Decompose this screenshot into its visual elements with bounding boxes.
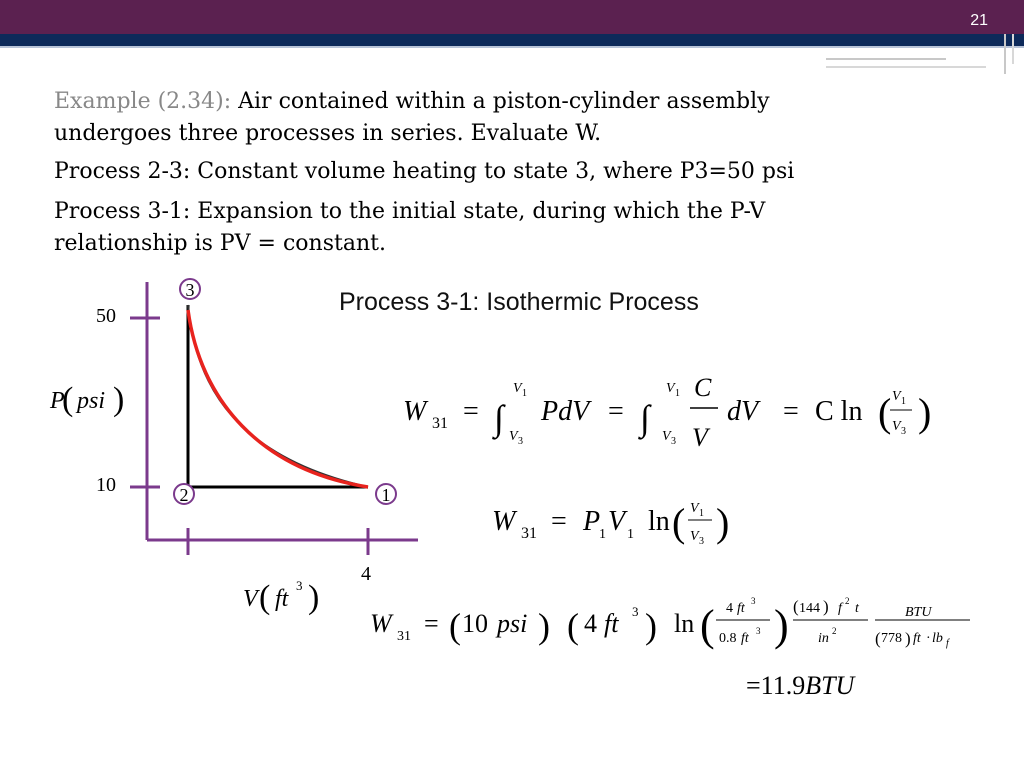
svg-text:10: 10 — [462, 609, 488, 638]
svg-text:3: 3 — [671, 436, 676, 447]
svg-text:3: 3 — [751, 596, 756, 606]
svg-text:4: 4 — [584, 609, 597, 638]
svg-text:=: = — [608, 396, 624, 427]
svg-text:f: f — [946, 638, 949, 649]
svg-text:(: ( — [793, 597, 799, 616]
svg-text:1: 1 — [901, 396, 906, 407]
svg-text:V: V — [666, 381, 675, 396]
svg-text:778: 778 — [881, 631, 902, 646]
slide-number: 21 — [970, 12, 988, 29]
svg-text:0.8: 0.8 — [719, 631, 737, 646]
svg-text:=: = — [551, 506, 567, 537]
svg-text:1: 1 — [699, 508, 704, 519]
process-3-1-line2: relationship is PV = constant. — [54, 231, 386, 256]
svg-text:31: 31 — [432, 415, 448, 432]
svg-text:1: 1 — [599, 527, 606, 542]
svg-text:V: V — [692, 423, 708, 452]
svg-text:P: P — [583, 506, 601, 537]
svg-text:(: ( — [62, 381, 74, 418]
svg-text:ft: ft — [737, 601, 745, 616]
svg-text:1: 1 — [627, 527, 634, 542]
svg-text:(: ( — [449, 606, 461, 646]
equation-w31-numeric — [370, 596, 970, 650]
svg-text:V: V — [892, 389, 901, 404]
volume-tick-4: 4 — [361, 563, 371, 585]
svg-text:V: V — [608, 506, 626, 537]
svg-text:): ) — [645, 606, 657, 646]
svg-text:ft: ft — [913, 631, 921, 646]
equation-w31-pv — [492, 500, 729, 547]
pressure-tick-50: 50 — [96, 305, 116, 327]
svg-text:1: 1 — [522, 388, 527, 399]
svg-text:ft: ft — [604, 609, 619, 638]
svg-text:3: 3 — [699, 536, 704, 547]
svg-text:2: 2 — [845, 596, 850, 606]
svg-text:ft: ft — [741, 631, 749, 646]
svg-text:V: V — [662, 429, 671, 444]
svg-text:(: ( — [672, 500, 686, 545]
svg-text:2: 2 — [832, 626, 837, 636]
equation-w31-integral — [403, 373, 931, 452]
svg-text:144: 144 — [799, 601, 820, 616]
problem-line1: Air contained within a piston-cylinder assembly — [231, 89, 770, 114]
svg-text:=: = — [783, 396, 799, 427]
svg-text:): ) — [113, 381, 125, 418]
svg-text:): ) — [918, 390, 932, 435]
problem-line2: undergoes three processes in series. Evaluate W. — [54, 121, 602, 146]
svg-text:ln: ln — [674, 609, 695, 638]
svg-text:V: V — [243, 586, 258, 612]
svg-text:V: V — [509, 429, 518, 444]
svg-text:t: t — [855, 601, 859, 616]
svg-text:(: ( — [567, 606, 579, 646]
svg-text:(: ( — [259, 579, 271, 616]
svg-text:∫: ∫ — [494, 398, 504, 438]
svg-text:V: V — [513, 381, 522, 396]
svg-text:PdV: PdV — [541, 396, 590, 427]
svg-text:P: P — [50, 388, 65, 414]
svg-text:(: ( — [700, 601, 715, 650]
svg-text:W: W — [370, 609, 392, 638]
svg-text:ln: ln — [648, 506, 670, 537]
svg-text:=: = — [424, 609, 439, 638]
svg-text:31: 31 — [397, 629, 411, 644]
svg-text:V: V — [892, 419, 901, 434]
example-label: Example (2.34): — [54, 89, 232, 114]
svg-text:3: 3 — [296, 578, 303, 593]
svg-text:): ) — [308, 579, 320, 616]
svg-text:C ln: C ln — [815, 396, 863, 427]
svg-text:ft: ft — [275, 586, 289, 612]
process-heading: Process 3-1: Isothermic Process — [339, 288, 699, 316]
svg-text:(: ( — [875, 629, 881, 648]
svg-text:31: 31 — [521, 525, 537, 542]
svg-text:in: in — [818, 631, 829, 646]
svg-text:lb: lb — [932, 631, 943, 646]
svg-text:3: 3 — [632, 604, 639, 619]
svg-text:dV: dV — [727, 396, 759, 427]
pressure-tick-10: 10 — [96, 474, 116, 496]
svg-text:psi: psi — [77, 388, 106, 414]
process-2-3: Process 2-3: Constant volume heating to state 3, where P3=50 psi — [54, 159, 795, 184]
state-3-label: 3 — [185, 280, 195, 300]
process-3-1-line1: Process 3-1: Expansion to the initial state, during which the P-V — [54, 199, 766, 224]
work-result: =11.9BTU — [746, 671, 855, 700]
svg-text:BTU: BTU — [905, 605, 932, 620]
svg-text:): ) — [823, 597, 829, 616]
svg-text:psi: psi — [497, 609, 528, 638]
svg-text:·: · — [926, 631, 931, 646]
svg-text:1: 1 — [675, 388, 680, 399]
svg-text:): ) — [716, 500, 730, 545]
svg-text:V: V — [690, 529, 699, 544]
svg-text:3: 3 — [901, 426, 906, 437]
svg-text:3: 3 — [756, 626, 761, 636]
svg-text:W: W — [492, 506, 516, 537]
svg-text:W: W — [403, 396, 427, 427]
svg-text:): ) — [905, 629, 911, 648]
svg-text:f: f — [838, 601, 842, 616]
svg-text:C: C — [694, 373, 712, 402]
svg-text:3: 3 — [518, 436, 523, 447]
svg-text:): ) — [538, 606, 550, 646]
svg-text:=: = — [463, 396, 479, 427]
svg-text:∫: ∫ — [640, 398, 650, 438]
state-2-label: 2 — [179, 485, 189, 505]
svg-text:): ) — [774, 601, 789, 650]
svg-text:4: 4 — [726, 601, 733, 616]
svg-text:V: V — [690, 501, 699, 516]
state-1-label: 1 — [381, 485, 391, 505]
svg-text:(: ( — [878, 390, 892, 435]
